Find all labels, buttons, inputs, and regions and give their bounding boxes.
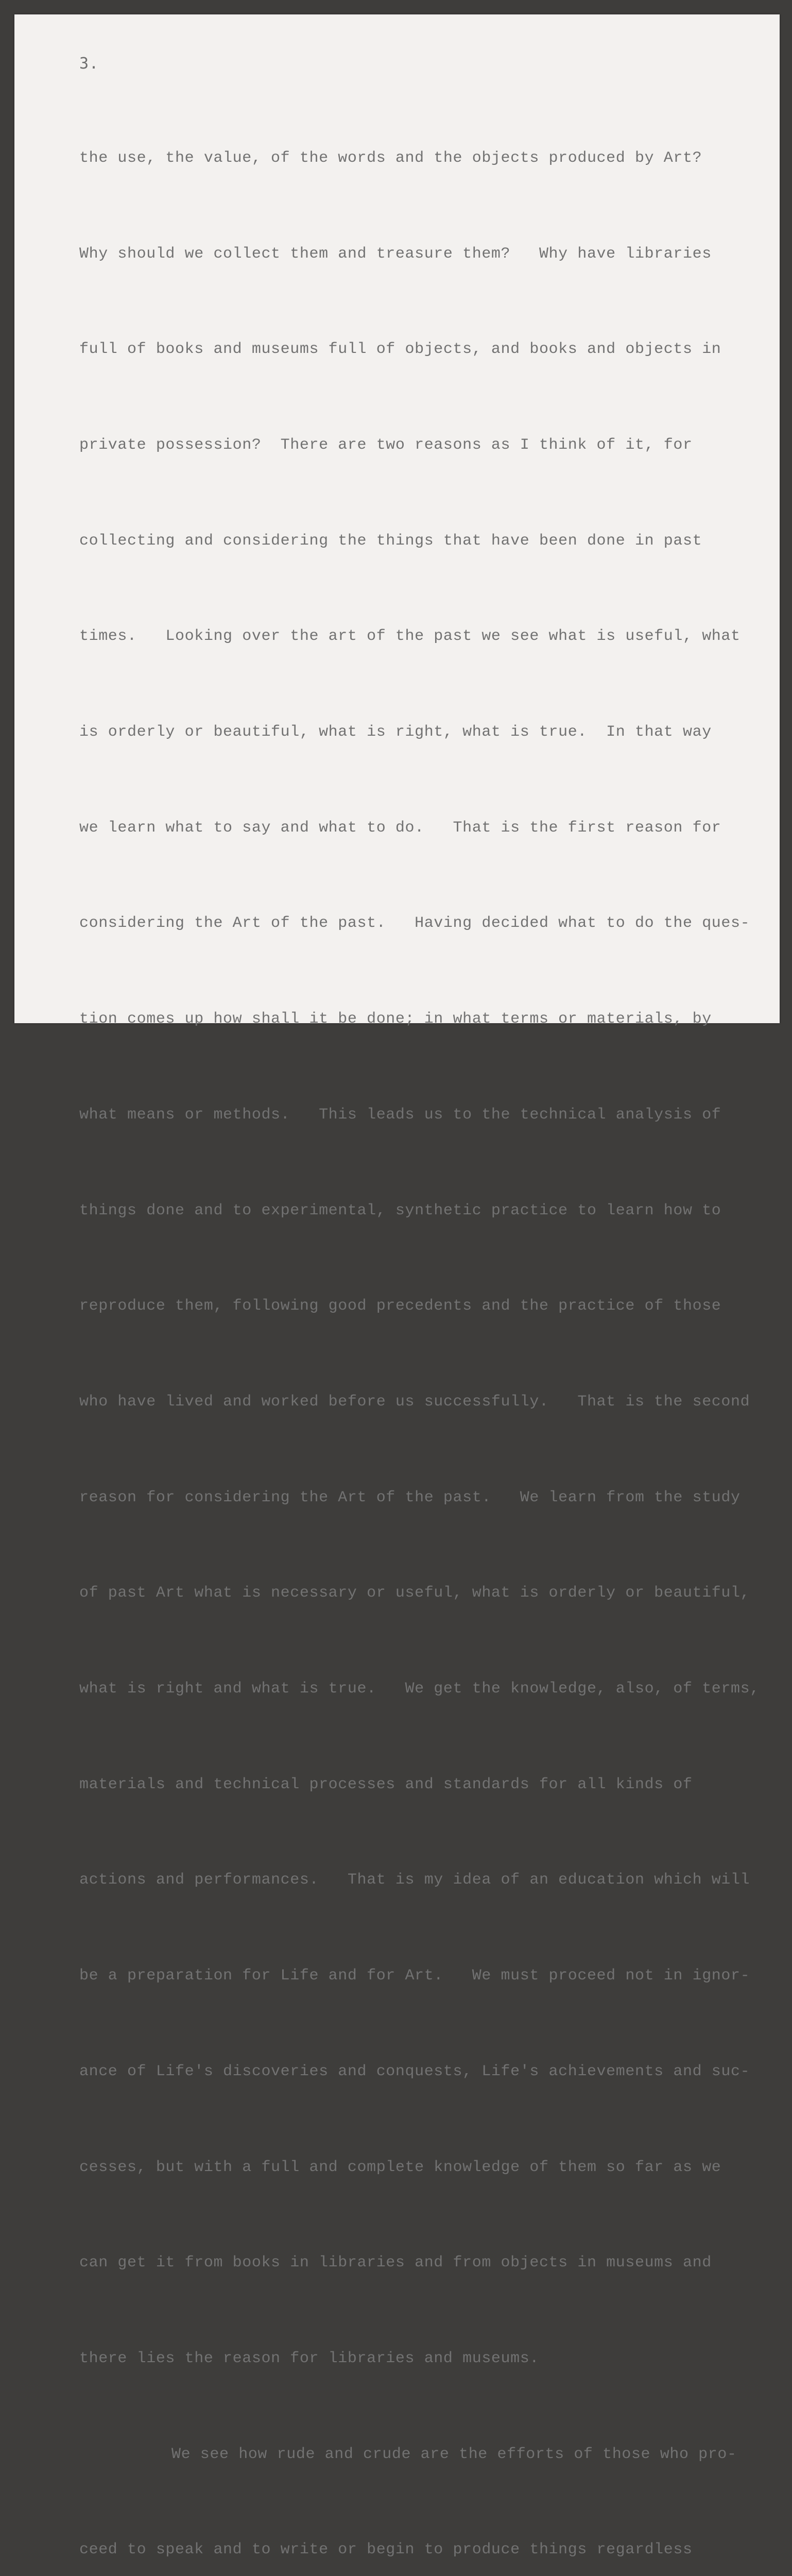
text-line: things done and to experimental, synthetic practice to learn how to xyxy=(79,1201,721,1219)
text-line: is orderly or beautiful, what is right, what is true. In that way xyxy=(79,723,712,741)
text-line: reason for considering the Art of the past. We learn from the study xyxy=(79,1488,741,1506)
text-line: reproduce them, following good precedents and the practice of those xyxy=(79,1297,721,1315)
text-line: we learn what to say and what to do. That is the first reason for xyxy=(79,819,721,837)
text-line: be a preparation for Life and for Art. We must proceed not in ignor- xyxy=(79,1967,750,1985)
text-line: tion comes up how shall it be done; in what terms or materials, by xyxy=(79,1010,712,1028)
page-number: 3. xyxy=(79,55,99,73)
body-text xyxy=(79,79,769,2576)
text-line: collecting and considering the things that have been done in past xyxy=(79,532,702,550)
text-line-paragraph-start: We see how rude and crude are the efforts of those who pro- xyxy=(171,2445,737,2463)
text-line: what means or methods. This leads us to the technical analysis of xyxy=(79,1106,721,1124)
text-line: of past Art what is necessary or useful, what is orderly or beautiful, xyxy=(79,1584,750,1602)
text-line: cesses, but with a full and complete knowledge of them so far as we xyxy=(79,2158,721,2176)
text-line: the use, the value, of the words and the objects produced by Art? xyxy=(79,149,702,167)
text-line: private possession? There are two reasons as I think of it, for xyxy=(79,436,693,454)
text-line: materials and technical processes and standards for all kinds of xyxy=(79,1775,693,1793)
typewritten-page xyxy=(14,14,780,2559)
text-line: there lies the reason for libraries and museums. xyxy=(79,2349,539,2367)
text-line: times. Looking over the art of the past we see what is useful, what xyxy=(79,628,741,646)
text-line: full of books and museums full of objects, and books and objects in xyxy=(79,341,721,359)
text-line: actions and performances. That is my idea of an education which will xyxy=(79,1871,750,1889)
text-line: ance of Life's discoveries and conquests, Life's achievements and suc- xyxy=(79,2062,750,2080)
text-line: who have lived and worked before us successfully. That is the second xyxy=(79,1393,750,1411)
text-line: can get it from books in libraries and from objects in museums and xyxy=(79,2254,712,2272)
text-line: considering the Art of the past. Having decided what to do the ques- xyxy=(79,914,750,933)
text-line: what is right and what is true. We get the knowledge, also, of terms, xyxy=(79,1680,760,1698)
text-line: ceed to speak and to write or begin to produce things regardless xyxy=(79,2541,693,2559)
text-line: Why should we collect them and treasure them? Why have libraries xyxy=(79,245,712,263)
